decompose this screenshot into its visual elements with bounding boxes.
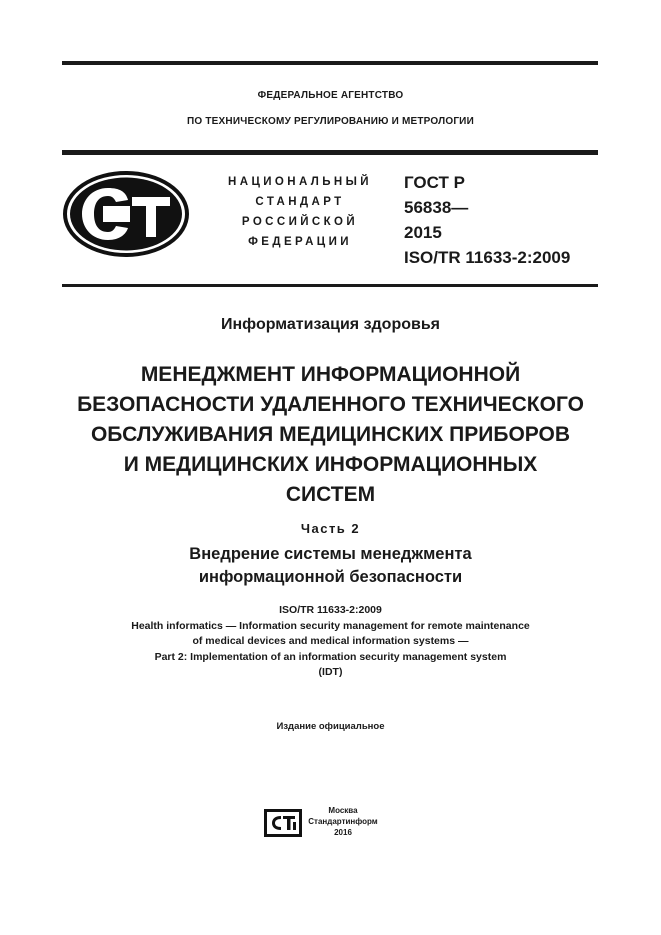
national-standard-line: НАЦИОНАЛЬНЫЙ bbox=[228, 176, 372, 188]
publisher-city: Москва bbox=[328, 806, 358, 815]
top-rule bbox=[62, 61, 598, 65]
designation-line: 56838— bbox=[404, 198, 469, 217]
designation-rule bbox=[62, 284, 598, 287]
english-line: of medical devices and medical information systems — bbox=[192, 635, 469, 647]
title-line: И МЕДИЦИНСКИХ ИНФОРМАЦИОННЫХ bbox=[123, 453, 538, 476]
publisher-year: 2016 bbox=[334, 828, 352, 837]
part-title-line: информационной безопасности bbox=[198, 568, 463, 586]
title-line: СИСТЕМ bbox=[285, 483, 376, 506]
part-title bbox=[0, 543, 661, 589]
designation-line: ГОСТ Р bbox=[404, 173, 465, 192]
title-line: МЕНЕДЖМЕНТ ИНФОРМАЦИОННОЙ bbox=[140, 363, 521, 386]
national-standard-line: СТАНДАРТ bbox=[255, 196, 345, 208]
edition-label: Издание официальное bbox=[276, 721, 385, 732]
designation-line: 2015 bbox=[404, 223, 442, 242]
agency-line-1: ФЕДЕРАЛЬНОЕ АГЕНТСТВО bbox=[257, 90, 404, 101]
gost-pct-logo-icon bbox=[62, 170, 190, 258]
english-title bbox=[0, 603, 661, 681]
national-standard-block bbox=[205, 172, 395, 252]
national-standard-line: РОССИЙСКОЙ bbox=[241, 216, 359, 228]
english-line: Health informatics — Information security management for remote maintenance bbox=[131, 619, 530, 632]
part-label: Часть 2 bbox=[300, 521, 361, 536]
title-line: ОБСЛУЖИВАНИЯ МЕДИЦИНСКИХ ПРИБОРОВ bbox=[90, 423, 571, 446]
standard-designation bbox=[404, 170, 570, 270]
agency-line-2: ПО ТЕХНИЧЕСКОМУ РЕГУЛИРОВАНИЮ И МЕТРОЛОГИИ bbox=[187, 116, 474, 127]
standartinform-logo-icon bbox=[263, 808, 303, 838]
publisher-name: Стандартинформ bbox=[308, 817, 378, 826]
english-line: Part 2: Implementation of an information security management system bbox=[154, 650, 507, 663]
document-subject: Информатизация здоровья bbox=[220, 316, 440, 333]
document-title bbox=[0, 360, 661, 510]
english-line: (IDT) bbox=[318, 666, 343, 678]
header-rule bbox=[62, 150, 598, 155]
english-line: ISO/TR 11633-2:2009 bbox=[279, 604, 382, 616]
title-line: БЕЗОПАСНОСТИ УДАЛЕННОГО ТЕХНИЧЕСКОГО bbox=[77, 393, 584, 416]
part-title-line: Внедрение системы менеджмента bbox=[189, 545, 472, 563]
national-standard-line: ФЕДЕРАЦИИ bbox=[248, 236, 352, 248]
publisher-block bbox=[307, 805, 379, 838]
designation-line: ISO/TR 11633-2:2009 bbox=[404, 248, 571, 267]
